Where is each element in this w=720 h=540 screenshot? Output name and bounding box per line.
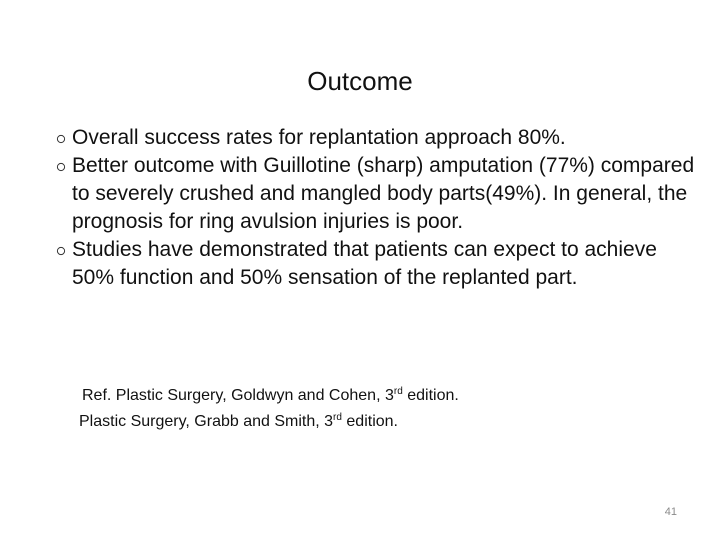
references xyxy=(79,383,679,435)
bullet-text: Studies have demonstrated that patients can expect to achieve 50% function and 50% sensation of the replanted part. xyxy=(72,238,657,289)
bullet-item xyxy=(56,124,696,152)
bullet-circle-icon xyxy=(56,162,66,172)
bullet-item xyxy=(56,236,696,292)
reference-line: Plastic Surgery, Grabb and Smith, 3rd edition. xyxy=(79,412,398,430)
bullet-circle-icon xyxy=(56,134,66,144)
page-number: 41 xyxy=(664,506,677,518)
reference-line: Ref. Plastic Surgery, Goldwyn and Cohen, 3rd edition. xyxy=(82,386,459,404)
bullet-text: Overall success rates for replantation approach 80%. xyxy=(72,126,566,149)
bullet-list xyxy=(56,124,696,292)
slide-title: Outcome xyxy=(307,66,413,96)
bullet-circle-icon xyxy=(56,246,66,256)
bullet-text: Better outcome with Guillotine (sharp) amputation (77%) compared to severely crushed and mangled body parts(49%). In general, the prognosis for ring avulsion injuries is poor. xyxy=(72,154,695,233)
bullet-item xyxy=(56,152,696,236)
